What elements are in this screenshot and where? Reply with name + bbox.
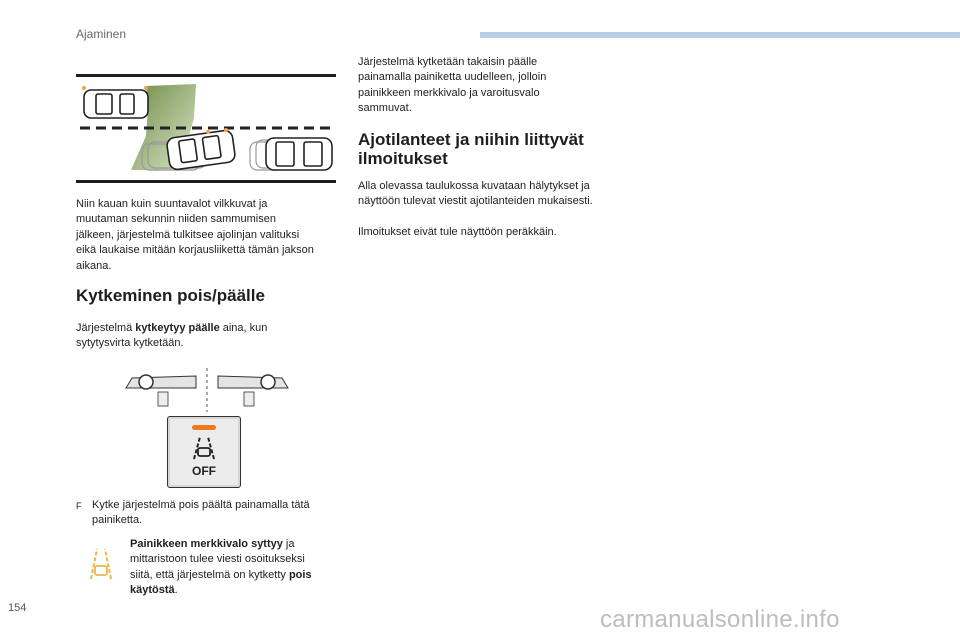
lane-car-icon	[188, 435, 220, 461]
activation-text-bold: kytkeytyy päälle	[135, 322, 220, 334]
lane-assist-off-button[interactable]	[167, 416, 241, 488]
bullet-symbol: F	[76, 501, 82, 511]
activation-text-post: aina, kun sytytysvirta kytketään.	[76, 322, 268, 350]
note-bold-1: Painikkeen merkkivalo syttyy	[130, 538, 283, 550]
header-accent-bar	[480, 32, 960, 38]
paragraph-activation	[76, 321, 316, 352]
paragraph-reactivate: Järjestelmä kytketään takaisin päälle painamalla painiketta uudelleen, jolloin painikkeen merkkivalo ja varoitusvalo sammuvat.	[358, 56, 547, 115]
lane-illustration	[76, 78, 336, 180]
indicator-light	[192, 425, 216, 430]
paragraph-signal-info: Niin kauan kuin suuntavalot vilkkuvat ja muutaman sekunnin niiden sammumisen jälkeen, järjestelmä tulkitsee ajolinjan valituksi eikä laukaise mitään korjausliikettä tämän jakson aikana.	[76, 198, 314, 272]
watermark: carmanualsonline.info	[600, 606, 840, 633]
page-number: 154	[8, 602, 27, 614]
heading-driving-situations: Ajotilanteet ja niihin liittyvät ilmoitukset	[358, 130, 584, 168]
heading-on-off: Kytkeminen pois/päälle	[76, 286, 265, 305]
note-indicator-on	[130, 537, 330, 599]
figure-bottom-rule	[76, 180, 336, 183]
note-bold-2: pois käytöstä	[130, 568, 312, 597]
lane-warning-icon	[86, 547, 116, 581]
bullet-text-turn-off: Kytke järjestelmä pois päältä painamalla tätä painiketta.	[92, 499, 310, 527]
off-label: OFF	[192, 464, 216, 478]
activation-text-pre: Järjestelmä	[76, 322, 136, 334]
paragraph-not-sequential: Ilmoitukset eivät tule näyttöön peräkkäin.	[358, 226, 557, 238]
paragraph-table-intro: Alla olevassa taulukossa kuvataan hälytykset ja näyttöön tulevat viestit ajotilanteiden mukaisesti.	[358, 180, 593, 208]
section-title: Ajaminen	[76, 27, 127, 41]
figure-top-rule	[76, 74, 336, 77]
dashboard-illustration	[124, 366, 290, 414]
note-text: ja mittaristoon tulee viesti osoitukseksi siitä, että järjestelmä on kytketty	[130, 538, 305, 581]
note-end: .	[174, 584, 178, 597]
